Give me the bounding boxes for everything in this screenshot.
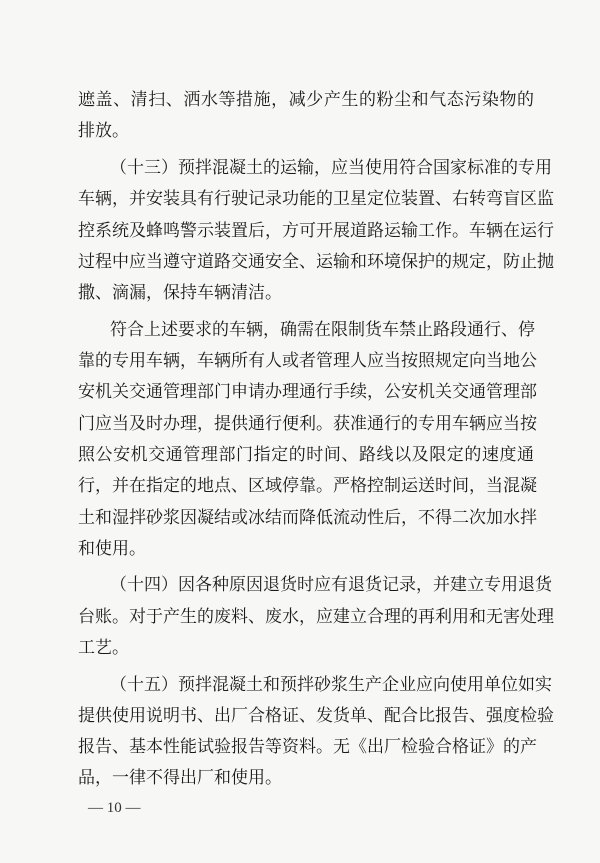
paragraph-line: （十五）预拌混凝土和预拌砂浆生产企业应向使用单位如实 xyxy=(110,675,552,695)
paragraph-line: 台账。对于产生的废料、废水，应建立合理的再利用和无害处理 xyxy=(78,607,554,627)
paragraph-line: 遮盖、清扫、洒水等措施，减少产生的粉尘和气态污染物的 xyxy=(78,90,534,110)
paragraph-line: 靠的专用车辆，车辆所有人或者管理人应当按照规定向当地公 xyxy=(78,351,537,371)
paragraph-line: 和使用。 xyxy=(78,539,146,559)
paragraph-line: 品，一律不得出厂和使用。 xyxy=(78,768,282,788)
paragraph-line: 安机关交通管理部门申请办理通行手续，公安机关交通管理部 xyxy=(78,382,537,402)
paragraph-line: 行，并在指定的地点、区域停靠。严格控制运送时间，当混凝 xyxy=(78,476,537,496)
paragraph-line: （十四）因各种原因退货时应有退货记录，并建立专用退货 xyxy=(110,575,552,595)
page-number: — 10 — xyxy=(88,800,141,816)
paragraph-line: 车辆，并安装具有行驶记录功能的卫星定位装置、右转弯盲区监 xyxy=(78,189,554,209)
paragraph-line: 门应当及时办理，提供通行便利。获准通行的专用车辆应当按 xyxy=(78,414,537,434)
paragraph-line: 照公安机交通管理部门指定的时间、路线以及限定的速度通 xyxy=(78,445,534,465)
paragraph-line: （十三）预拌混凝土的运输，应当使用符合国家标准的专用 xyxy=(110,158,552,178)
paragraph-line: 提供使用说明书、出厂合格证、发货单、配合比报告、强度检验 xyxy=(78,706,554,726)
paragraph-line: 撒、滴漏，保持车辆清洁。 xyxy=(78,283,282,303)
paragraph-line: 工艺。 xyxy=(78,638,129,658)
paragraph-line: 过程中应当遵守道路交通安全、运输和环境保护的规定，防止抛 xyxy=(78,252,554,272)
paragraph-line: 控系统及蜂鸣警示装置后，方可开展道路运输工作。车辆在运行 xyxy=(78,221,554,241)
paragraph-line: 排放。 xyxy=(78,121,129,141)
paragraph-line: 符合上述要求的车辆，确需在限制货车禁止路段通行、停 xyxy=(110,320,535,340)
paragraph-line: 报告、基本性能试验报告等资料。无《出厂检验合格证》的产 xyxy=(78,737,537,757)
paragraph-line: 土和湿拌砂浆因凝结或冰结而降低流动性后，不得二次加水拌 xyxy=(78,508,537,528)
